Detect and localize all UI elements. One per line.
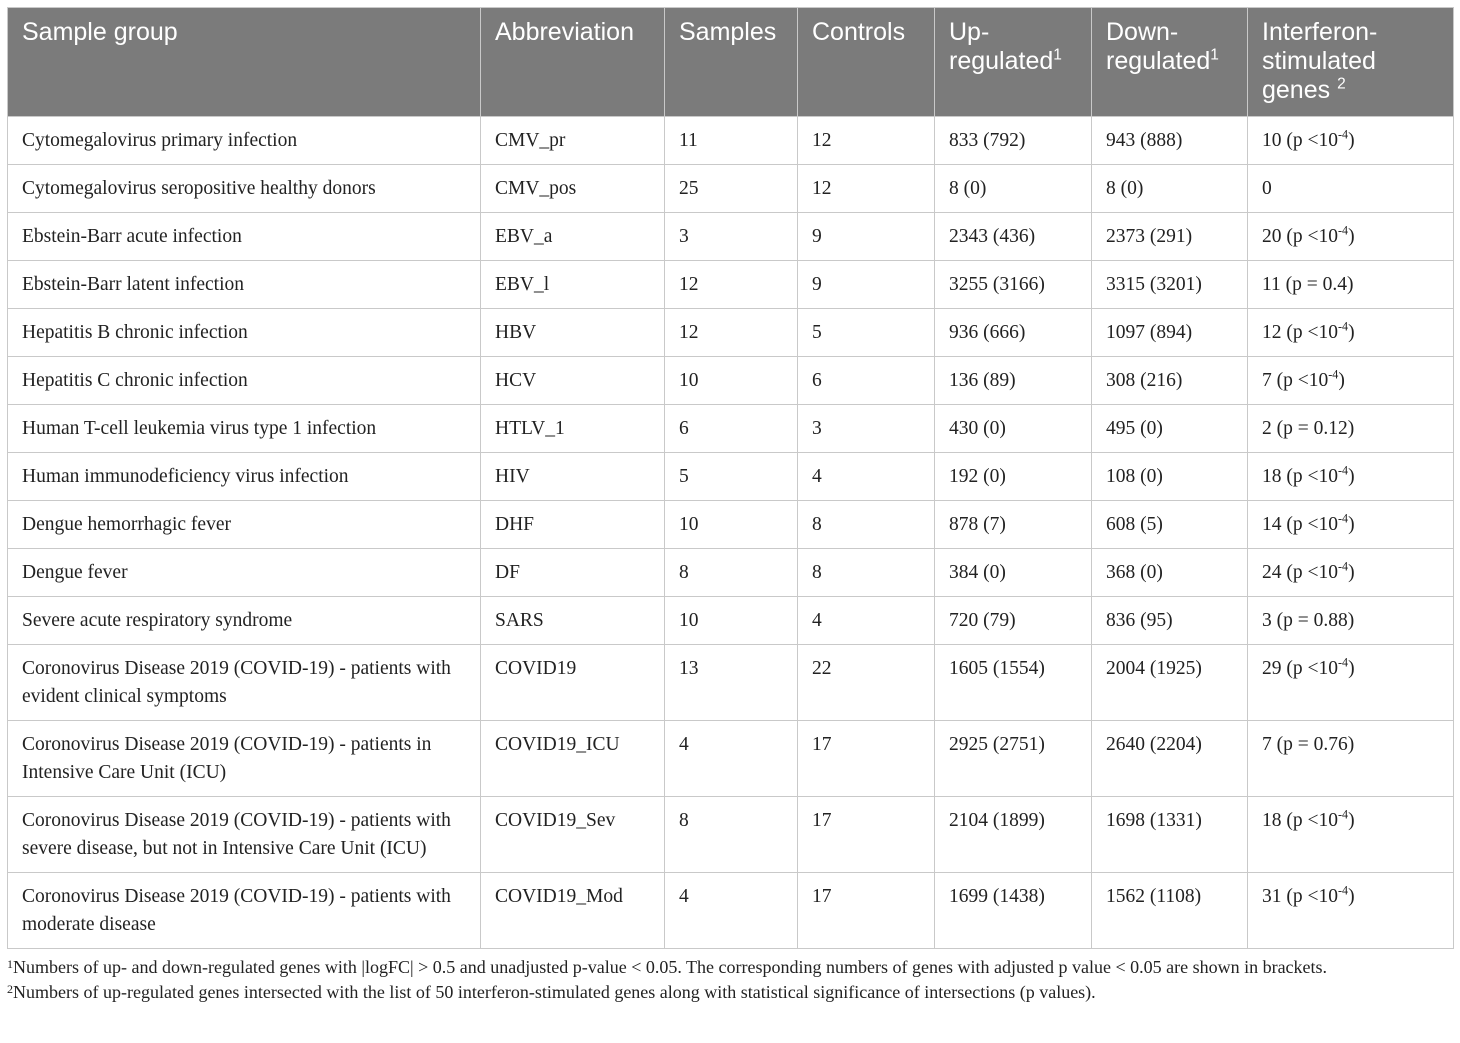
table-row [8, 549, 1454, 597]
table-row [8, 797, 1454, 873]
cell-controls: 9 [798, 213, 935, 261]
table-row [8, 873, 1454, 949]
cell-abbreviation: CMV_pr [481, 117, 665, 165]
cell-samples: 4 [665, 721, 798, 797]
cell-abbreviation: EBV_l [481, 261, 665, 309]
cell-sample-group: Human immunodeficiency virus infection [8, 453, 481, 501]
table-row [8, 501, 1454, 549]
cell-samples: 8 [665, 549, 798, 597]
table-row [8, 261, 1454, 309]
cell-sample-group: Dengue hemorrhagic fever [8, 501, 481, 549]
cell-samples: 25 [665, 165, 798, 213]
table-row [8, 645, 1454, 721]
cell-interferon-stimulated-genes: 24 $(p <10^{-4})$ [1248, 549, 1454, 597]
table-row [8, 597, 1454, 645]
cell-abbreviation: COVID19 [481, 645, 665, 721]
cell-abbreviation: EBV_a [481, 213, 665, 261]
cell-samples: 10 [665, 597, 798, 645]
table-row [8, 117, 1454, 165]
table-row [8, 165, 1454, 213]
cell-interferon-stimulated-genes: 14 $(p <10^{-4})$ [1248, 501, 1454, 549]
footnotes [7, 955, 1453, 1005]
cell-up-regulated: 2925 (2751) [935, 721, 1092, 797]
cell-sample-group: Coronovirus Disease 2019 (COVID-19) - patients with moderate disease [8, 873, 481, 949]
cell-down-regulated: 943 (888) [1092, 117, 1248, 165]
cell-interferon-stimulated-genes: 10 $(p <10^{-4})$ [1248, 117, 1454, 165]
cell-sample-group: Coronovirus Disease 2019 (COVID-19) - patients in Intensive Care Unit (ICU) [8, 721, 481, 797]
cell-controls: 17 [798, 797, 935, 873]
cell-abbreviation: HCV [481, 357, 665, 405]
table-row [8, 721, 1454, 797]
cell-interferon-stimulated-genes: 18 $(p <10^{-4})$ [1248, 453, 1454, 501]
table-row [8, 213, 1454, 261]
cell-sample-group: Hepatitis B chronic infection [8, 309, 481, 357]
cell-controls: 12 [798, 117, 935, 165]
cell-down-regulated: 308 (216) [1092, 357, 1248, 405]
cell-controls: 22 [798, 645, 935, 721]
cell-up-regulated: 1605 (1554) [935, 645, 1092, 721]
table-row [8, 309, 1454, 357]
footnote-2: $^2$Numbers of up-regulated genes intersected with the list of 50 interferon-stimulated genes along with statistical significance of intersections (p values). [7, 982, 1096, 1002]
cell-controls: 9 [798, 261, 935, 309]
cell-controls: 8 [798, 549, 935, 597]
cell-controls: 17 [798, 873, 935, 949]
cell-controls: 8 [798, 501, 935, 549]
table-row [8, 357, 1454, 405]
cell-sample-group: Severe acute respiratory syndrome [8, 597, 481, 645]
cell-interferon-stimulated-genes: 31 $(p <10^{-4})$ [1248, 873, 1454, 949]
col-header-interferon-stimulated-genes: Interferon-stimulated genes $^2$ [1248, 8, 1454, 117]
cell-interferon-stimulated-genes: 18 $(p <10^{-4})$ [1248, 797, 1454, 873]
col-header-abbreviation: Abbreviation [481, 8, 665, 117]
header-row [8, 8, 1454, 117]
cell-up-regulated: 136 (89) [935, 357, 1092, 405]
col-header-sample-group: Sample group [8, 8, 481, 117]
cell-interferon-stimulated-genes: 7 $(p <10^{-4})$ [1248, 357, 1454, 405]
footnote-1: $^1$Numbers of up- and down-regulated genes with |logFC| > 0.5 and unadjusted p-value < 0.05. The corresponding numbers of genes with adjusted p value < 0.05 are shown in brackets. [7, 957, 1328, 977]
cell-down-regulated: 608 (5) [1092, 501, 1248, 549]
cell-controls: 12 [798, 165, 935, 213]
cell-abbreviation: CMV_pos [481, 165, 665, 213]
cell-abbreviation: COVID19_ICU [481, 721, 665, 797]
cell-interferon-stimulated-genes: 12 $(p <10^{-4})$ [1248, 309, 1454, 357]
cell-samples: 8 [665, 797, 798, 873]
cell-up-regulated: 192 (0) [935, 453, 1092, 501]
data-table [7, 7, 1454, 949]
cell-interferon-stimulated-genes: 2 (p = 0.12) [1248, 405, 1454, 453]
cell-down-regulated: 1097 (894) [1092, 309, 1248, 357]
cell-samples: 11 [665, 117, 798, 165]
cell-up-regulated: 2104 (1899) [935, 797, 1092, 873]
cell-samples: 12 [665, 261, 798, 309]
cell-samples: 12 [665, 309, 798, 357]
cell-controls: 4 [798, 453, 935, 501]
cell-down-regulated: 3315 (3201) [1092, 261, 1248, 309]
table-body [8, 117, 1454, 949]
cell-abbreviation: COVID19_Sev [481, 797, 665, 873]
col-header-down-regulated: Down-regulated$^1$ [1092, 8, 1248, 117]
cell-sample-group: Human T-cell leukemia virus type 1 infection [8, 405, 481, 453]
cell-down-regulated: 495 (0) [1092, 405, 1248, 453]
cell-interferon-stimulated-genes: 0 [1248, 165, 1454, 213]
col-header-controls: Controls [798, 8, 935, 117]
cell-samples: 5 [665, 453, 798, 501]
cell-down-regulated: 2640 (2204) [1092, 721, 1248, 797]
cell-up-regulated: 936 (666) [935, 309, 1092, 357]
cell-interferon-stimulated-genes: 3 (p = 0.88) [1248, 597, 1454, 645]
cell-abbreviation: HBV [481, 309, 665, 357]
cell-samples: 13 [665, 645, 798, 721]
cell-down-regulated: 1698 (1331) [1092, 797, 1248, 873]
cell-up-regulated: 1699 (1438) [935, 873, 1092, 949]
cell-controls: 17 [798, 721, 935, 797]
cell-interferon-stimulated-genes: 29 $(p <10^{-4})$ [1248, 645, 1454, 721]
cell-up-regulated: 833 (792) [935, 117, 1092, 165]
cell-up-regulated: 384 (0) [935, 549, 1092, 597]
cell-sample-group: Ebstein-Barr latent infection [8, 261, 481, 309]
cell-abbreviation: SARS [481, 597, 665, 645]
cell-up-regulated: 430 (0) [935, 405, 1092, 453]
cell-controls: 3 [798, 405, 935, 453]
cell-interferon-stimulated-genes: 7 (p = 0.76) [1248, 721, 1454, 797]
cell-samples: 6 [665, 405, 798, 453]
cell-down-regulated: 836 (95) [1092, 597, 1248, 645]
cell-sample-group: Cytomegalovirus primary infection [8, 117, 481, 165]
cell-interferon-stimulated-genes: 20 $(p <10^{-4})$ [1248, 213, 1454, 261]
cell-samples: 3 [665, 213, 798, 261]
cell-sample-group: Coronovirus Disease 2019 (COVID-19) - patients with severe disease, but not in Intensive Care Unit (ICU) [8, 797, 481, 873]
cell-controls: 6 [798, 357, 935, 405]
cell-up-regulated: 3255 (3166) [935, 261, 1092, 309]
cell-down-regulated: 108 (0) [1092, 453, 1248, 501]
cell-down-regulated: 1562 (1108) [1092, 873, 1248, 949]
cell-down-regulated: 2373 (291) [1092, 213, 1248, 261]
cell-samples: 4 [665, 873, 798, 949]
cell-down-regulated: 8 (0) [1092, 165, 1248, 213]
cell-up-regulated: 720 (79) [935, 597, 1092, 645]
cell-down-regulated: 2004 (1925) [1092, 645, 1248, 721]
cell-abbreviation: HTLV_1 [481, 405, 665, 453]
table-row [8, 405, 1454, 453]
cell-controls: 5 [798, 309, 935, 357]
col-header-samples: Samples [665, 8, 798, 117]
cell-abbreviation: DF [481, 549, 665, 597]
cell-controls: 4 [798, 597, 935, 645]
cell-abbreviation: HIV [481, 453, 665, 501]
cell-down-regulated: 368 (0) [1092, 549, 1248, 597]
cell-up-regulated: 878 (7) [935, 501, 1092, 549]
cell-up-regulated: 8 (0) [935, 165, 1092, 213]
col-header-up-regulated: Up-regulated$^1$ [935, 8, 1092, 117]
cell-sample-group: Coronovirus Disease 2019 (COVID-19) - patients with evident clinical symptoms [8, 645, 481, 721]
cell-sample-group: Hepatitis C chronic infection [8, 357, 481, 405]
cell-sample-group: Ebstein-Barr acute infection [8, 213, 481, 261]
cell-interferon-stimulated-genes: 11 (p = 0.4) [1248, 261, 1454, 309]
cell-abbreviation: COVID19_Mod [481, 873, 665, 949]
cell-up-regulated: 2343 (436) [935, 213, 1092, 261]
table-row [8, 453, 1454, 501]
cell-sample-group: Dengue fever [8, 549, 481, 597]
cell-sample-group: Cytomegalovirus seropositive healthy donors [8, 165, 481, 213]
cell-samples: 10 [665, 357, 798, 405]
table-container [7, 7, 1453, 1005]
cell-samples: 10 [665, 501, 798, 549]
cell-abbreviation: DHF [481, 501, 665, 549]
